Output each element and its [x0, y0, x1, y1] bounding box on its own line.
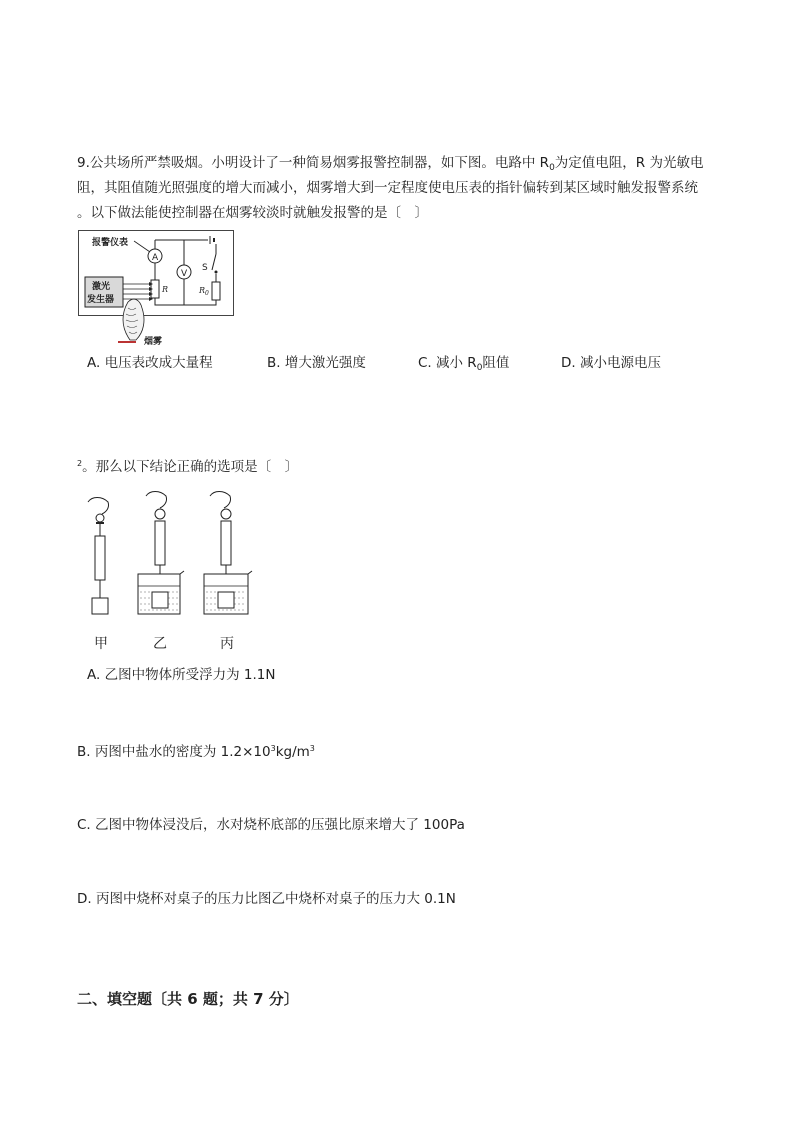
q10-option-c[interactable]: C. 乙图中物体浸没后，水对烧杯底部的压强比原来增大了 100Pa — [77, 817, 465, 833]
q9-option-c[interactable] — [418, 351, 509, 381]
q10-option-b[interactable] — [77, 736, 315, 765]
q9-option-d[interactable]: D. 减小电源电压 — [561, 355, 661, 371]
scale-bing — [204, 492, 252, 615]
switch-label: S — [202, 263, 208, 273]
smoke-icon — [123, 299, 144, 340]
scale-yi — [138, 492, 184, 615]
ammeter-label: A — [152, 253, 159, 263]
q10-option-b-unit-superscript: 3 — [309, 744, 315, 753]
q9-option-c-text: C. 减小 R — [418, 355, 477, 371]
q9-stem-line-2: 阻，其阻值随光照强度的增大而减小，烟雾增大到一定程度使电压表的指针偏转到某区域时触发报警系统 — [77, 180, 698, 196]
q9-circuit-figure — [78, 230, 234, 348]
section-2-heading: 二、填空题〔共 6 题；共 7 分〕 — [77, 990, 299, 1008]
voltmeter-label: V — [181, 269, 188, 279]
q9-stem-line-3: 。以下做法能使控制器在烟雾较淡时就触发报警的是〔 〕 — [77, 205, 428, 221]
q10-stem — [77, 451, 298, 480]
resistor-r-label: R — [162, 285, 169, 294]
resistor-r0-icon — [212, 282, 220, 300]
q10-stem-text: 。那么以下结论正确的选项是〔 〕 — [82, 459, 299, 475]
q9-stem-text-b: 为定值电阻，R 为光敏电 — [554, 155, 704, 171]
label-yi: 乙 — [153, 636, 167, 652]
q10-option-b-unit: kg/m — [275, 744, 310, 760]
q9-stem-text-a: 9.公共场所严禁吸烟。小明设计了一种简易烟雾报警控制器，如下图。电路中 R — [77, 155, 550, 171]
q9-option-c-text-post: 阻值 — [482, 355, 510, 371]
q10-option-a[interactable]: A. 乙图中物体所受浮力为 1.1N — [87, 667, 276, 683]
meter-pointer-line — [134, 241, 150, 252]
q10-option-d[interactable]: D. 丙图中烧杯对桌子的压力比图乙中烧杯对桌子的压力大 0.1N — [77, 891, 456, 907]
meter-label: 报警仪表 — [92, 238, 129, 248]
laser-label-1: 激光 — [92, 282, 111, 292]
laser-beams — [123, 282, 153, 301]
laser-label-2: 发生器 — [87, 295, 115, 305]
scale-jia — [88, 498, 109, 615]
q9-option-c-subscript: 0 — [476, 363, 483, 373]
resistor-r0-label: $R_0$ — [199, 286, 209, 297]
q10-stem-superscript: 2 — [77, 459, 83, 468]
label-jia: 甲 — [94, 636, 108, 652]
q9-option-b[interactable]: B. 增大激光强度 — [267, 355, 366, 371]
smoke-label: 烟雾 — [144, 337, 163, 347]
q9-stem-subscript: 0 — [549, 163, 555, 173]
q10-option-b-superscript: 3 — [270, 744, 276, 753]
label-bing: 丙 — [220, 636, 234, 652]
q10-option-b-text: B. 丙图中盐水的密度为 1.2×10 — [77, 744, 271, 760]
q10-spring-scale-figure — [80, 488, 260, 656]
q9-option-a[interactable]: A. 电压表改成大量程 — [87, 355, 213, 371]
